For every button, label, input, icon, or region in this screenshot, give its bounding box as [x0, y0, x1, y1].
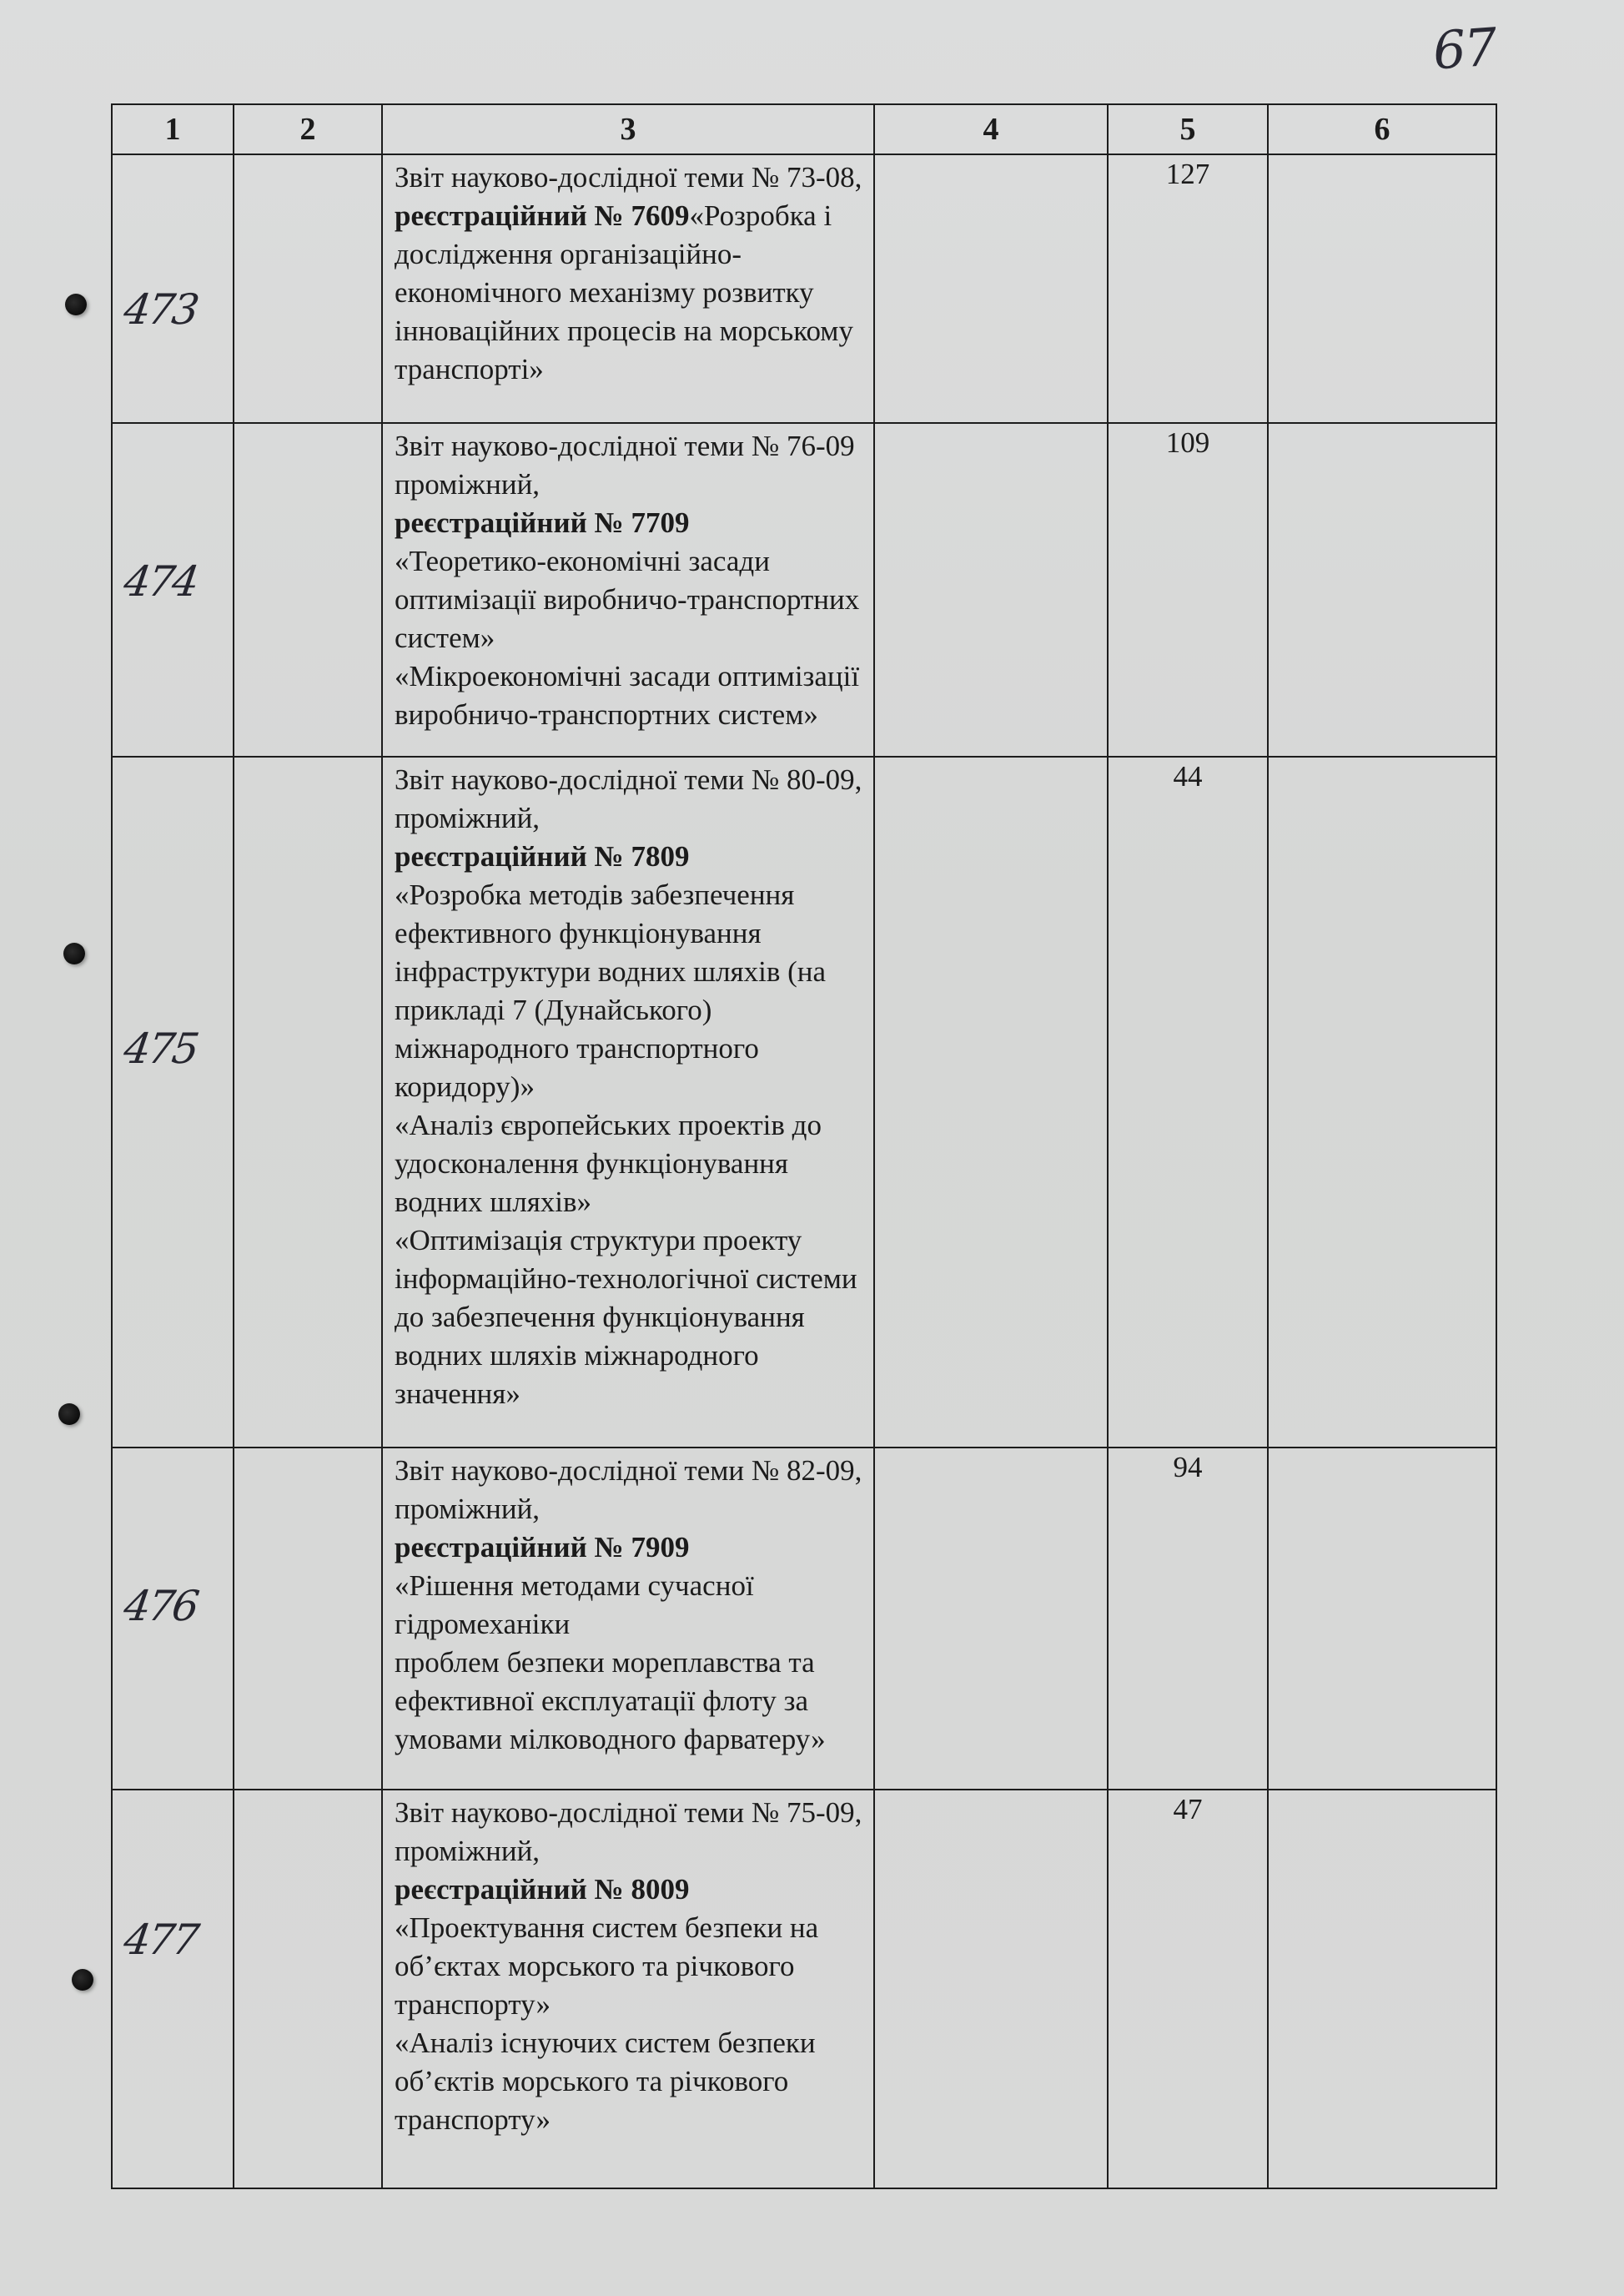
entry-number-cell	[112, 423, 234, 757]
col4-cell	[874, 423, 1108, 757]
column-header-4: 4	[874, 104, 1108, 154]
entry-number: 474	[120, 557, 200, 606]
description	[383, 758, 873, 1413]
entry-number: 475	[120, 1025, 200, 1073]
table-row	[112, 1448, 1496, 1790]
description	[383, 1448, 873, 1759]
col4-cell	[874, 154, 1108, 423]
description-cell	[382, 154, 874, 423]
header-row	[112, 104, 1496, 154]
col6-cell	[1268, 154, 1496, 423]
description-cell	[382, 1448, 874, 1790]
description-text: Звіт науково-дослідної теми № 73-08,	[395, 161, 862, 194]
description	[383, 155, 873, 389]
description-text: Звіт науково-дослідної теми № 76-09 проміжний,	[395, 430, 855, 501]
registration-number: реєстраційний № 7709	[395, 506, 690, 539]
entry-number-cell	[112, 1790, 234, 2188]
col6-cell	[1268, 757, 1496, 1448]
col4-cell	[874, 1790, 1108, 2188]
col2-cell	[234, 154, 382, 423]
entry-number-cell	[112, 1448, 234, 1790]
col4-cell	[874, 757, 1108, 1448]
description-text: Звіт науково-дослідної теми № 75-09, проміжний,	[395, 1796, 862, 1867]
description-text: «Рішення методами сучасної гідромеханіки проблем безпеки мореплавства та ефективної експлуатації флоту за умовами мілководного фарватеру»	[395, 1569, 826, 1755]
description	[383, 1790, 873, 2139]
punch-hole	[65, 294, 87, 315]
page-count: 94	[1108, 1448, 1268, 1790]
description-cell	[382, 757, 874, 1448]
folio-number: 67	[1430, 16, 1498, 82]
inventory-table	[111, 103, 1497, 2189]
table-row	[112, 757, 1496, 1448]
column-header-3: 3	[382, 104, 874, 154]
column-header-5: 5	[1108, 104, 1268, 154]
punch-hole	[63, 943, 85, 964]
col6-cell	[1268, 1448, 1496, 1790]
col6-cell	[1268, 423, 1496, 757]
description	[383, 424, 873, 734]
entry-number: 473	[120, 285, 200, 334]
table-row	[112, 154, 1496, 423]
description-text: «Проектування систем безпеки на об’єктах морського та річкового транспорту» «Аналіз існуючих систем безпеки об’єктів морського та річкового транспорту»	[395, 1911, 819, 2136]
registration-number: реєстраційний № 7909	[395, 1531, 690, 1563]
entry-number-cell	[112, 154, 234, 423]
punch-hole	[58, 1403, 80, 1425]
page-count: 109	[1108, 423, 1268, 757]
page-count: 127	[1108, 154, 1268, 423]
entry-number: 476	[120, 1582, 200, 1630]
entry-number-cell	[112, 757, 234, 1448]
description-cell	[382, 423, 874, 757]
table-row	[112, 1790, 1496, 2188]
col2-cell	[234, 423, 382, 757]
col2-cell	[234, 1790, 382, 2188]
col4-cell	[874, 1448, 1108, 1790]
registration-number: реєстраційний № 7809	[395, 840, 690, 873]
description-cell	[382, 1790, 874, 2188]
column-header-6: 6	[1268, 104, 1496, 154]
page-count: 47	[1108, 1790, 1268, 2188]
description-text: Звіт науково-дослідної теми № 82-09, проміжний,	[395, 1454, 862, 1525]
description-text: «Розробка і дослідження організаційно-економічного механізму розвитку інноваційних процесів на морському транспорті»	[395, 199, 853, 385]
punch-hole	[72, 1969, 93, 1991]
column-header-2: 2	[234, 104, 382, 154]
page-count: 44	[1108, 757, 1268, 1448]
description-text: Звіт науково-дослідної теми № 80-09, проміжний,	[395, 763, 862, 834]
registration-number: реєстраційний № 7609	[395, 199, 690, 232]
col2-cell	[234, 757, 382, 1448]
column-header-1: 1	[112, 104, 234, 154]
description-text: «Розробка методів забезпечення ефективного функціонування інфраструктури водних шляхів (на прикладі 7 (Дунайського) міжнародного транспортного коридору)» «Аналіз європейських проектів до удосконалення функціонування водних шляхів» «Оптимізація структури проекту інформаційно-технологічної системи до забезпечення функціонування водних шляхів міжнародного значення»	[395, 879, 857, 1410]
col2-cell	[234, 1448, 382, 1790]
description-text: «Теоретико-економічні засади оптимізації виробничо-транспортних систем» «Мікроекономічні засади оптимізації виробничо-транспортних систем»	[395, 545, 860, 731]
table-row	[112, 423, 1496, 757]
entry-number: 477	[120, 1916, 200, 1964]
registration-number: реєстраційний № 8009	[395, 1873, 690, 1906]
col6-cell	[1268, 1790, 1496, 2188]
